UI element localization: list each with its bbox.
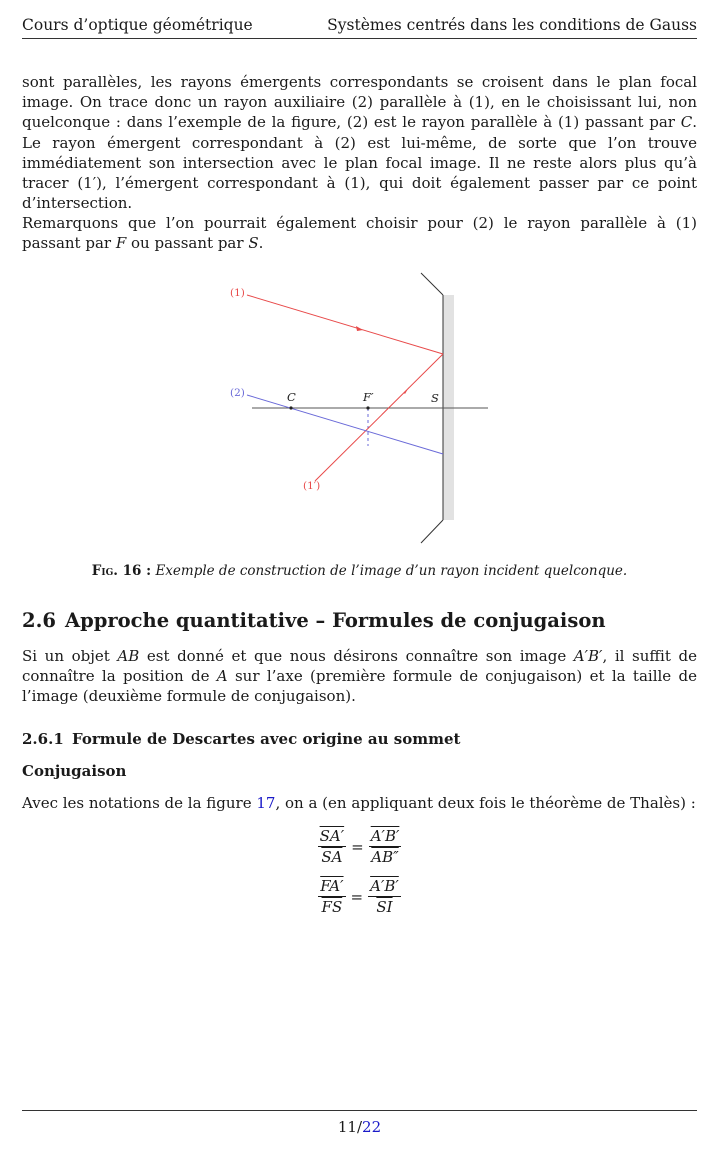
math-AB: AB: [117, 647, 140, 665]
ray-2: [247, 395, 443, 454]
header-course-title: Cours d’optique géométrique: [22, 16, 253, 34]
label-ray-1-prime: (1′): [303, 480, 321, 492]
section-heading: [22, 609, 606, 632]
fraction: [368, 877, 401, 916]
label-point-S: S: [431, 391, 439, 405]
paragraph-remark: [22, 213, 697, 253]
paragraph-notation: [22, 793, 697, 813]
figure-caption: [0, 563, 719, 579]
ray-1-incident: [247, 295, 443, 354]
equation-1: [0, 827, 719, 866]
section-title-text: Approche quantitative – Formules de conjugaison: [65, 609, 606, 632]
math-A: A: [216, 667, 228, 686]
math-S: S: [248, 234, 259, 253]
paragraph-text: sont parallèles, les rayons émergents correspondants se croisent dans le plan focal image. On trace donc un rayon auxiliaire (2) parallèle à (1), en le choisissant lui, non quelconque : dans l’exemple de la figure, (2) est le rayon parallèle à (1) passant par: [22, 73, 697, 132]
numerator: SA′: [319, 827, 345, 845]
optics-diagram: [0, 268, 719, 553]
numerator: A′B′: [370, 827, 400, 845]
section-number: 2.6: [22, 609, 56, 632]
paragraph-text: Avec les notations de la figure: [22, 794, 257, 812]
caption-tag: Fig. 16 :: [91, 563, 152, 579]
paragraph-text: .: [258, 234, 264, 253]
label-ray-1: (1): [230, 287, 245, 299]
numerator: FA′: [320, 877, 344, 895]
paragraph-heading: Conjugaison: [22, 762, 127, 780]
header-chapter-title: Systèmes centrés dans les conditions de Gauss: [327, 16, 697, 34]
label-point-C: C: [287, 390, 296, 404]
equals-sign: =: [351, 837, 364, 856]
label-ray-2: (2): [230, 387, 245, 399]
paragraph-text: est donné et que nous désirons connaître son image: [139, 647, 574, 665]
page-footer: [0, 1118, 719, 1136]
page-separator: /: [356, 1118, 363, 1136]
footer-divider: [22, 1110, 697, 1111]
math-A-prime-B-prime: A′B′: [573, 647, 603, 665]
denominator: FS: [321, 898, 343, 916]
subsection-number: 2.6.1: [22, 730, 64, 748]
denominator: AB″: [371, 848, 399, 866]
paragraph-construction: [22, 72, 697, 213]
paragraph-text: ou passant par: [126, 234, 249, 253]
equation-2: [0, 877, 719, 916]
mirror-bottom-edge: [421, 520, 443, 543]
point-C-dot: [289, 406, 292, 409]
ray-1-arrow: [356, 326, 363, 331]
caption-text: Exemple de construction de l’image d’un rayon incident quelconque.: [155, 563, 628, 579]
subsection-title-text: Formule de Descartes avec origine au sommet: [72, 730, 461, 748]
paragraph-text: , on a (en appliquant deux fois le théorème de Thalès) :: [275, 794, 696, 812]
math-F: F: [115, 234, 127, 253]
paragraph-text: , il suffit de connaître la position de: [22, 647, 697, 686]
page-total-link[interactable]: 22: [362, 1118, 382, 1136]
page-number: 11: [337, 1118, 357, 1136]
fraction: [369, 827, 402, 866]
numerator: A′B′: [370, 877, 399, 895]
mirror-top-edge: [421, 273, 443, 295]
ray-1-prime-arrow: [404, 387, 409, 394]
figure-17-link[interactable]: 17: [256, 794, 276, 812]
equals-sign: =: [350, 887, 364, 906]
math-C: C: [680, 113, 693, 132]
fraction: [318, 827, 347, 866]
label-point-F-prime: F′: [363, 390, 374, 404]
figure-16: [0, 268, 719, 553]
ray-1-prime-emergent: [315, 354, 443, 481]
subsection-heading: [22, 730, 460, 748]
paragraph-text: sur l’axe (première formule de conjugaison) et la taille de l’image (deuxième formule de conjugaison).: [22, 667, 697, 706]
denominator: SA: [321, 848, 343, 866]
page-header: [22, 16, 697, 39]
paragraph-intro: [22, 646, 697, 707]
fraction: [318, 877, 345, 916]
paragraph-text: Si un objet: [22, 647, 118, 665]
point-F-dot: [366, 406, 369, 409]
paragraph-text: . Le rayon émergent correspondant à (2) est lui-même, de sorte que l’on trouve immédiatement son intersection avec le plan focal image. Il ne reste alors plus qu’à tracer (1′), l’émergent correspondant à (1), qui doit également passer par ce point d’intersection.: [22, 113, 697, 213]
denominator: SI: [376, 898, 393, 916]
paragraph-text: Remarquons que l’on pourrait également choisir pour (2) le rayon parallèle à (1) passant par: [22, 214, 697, 253]
